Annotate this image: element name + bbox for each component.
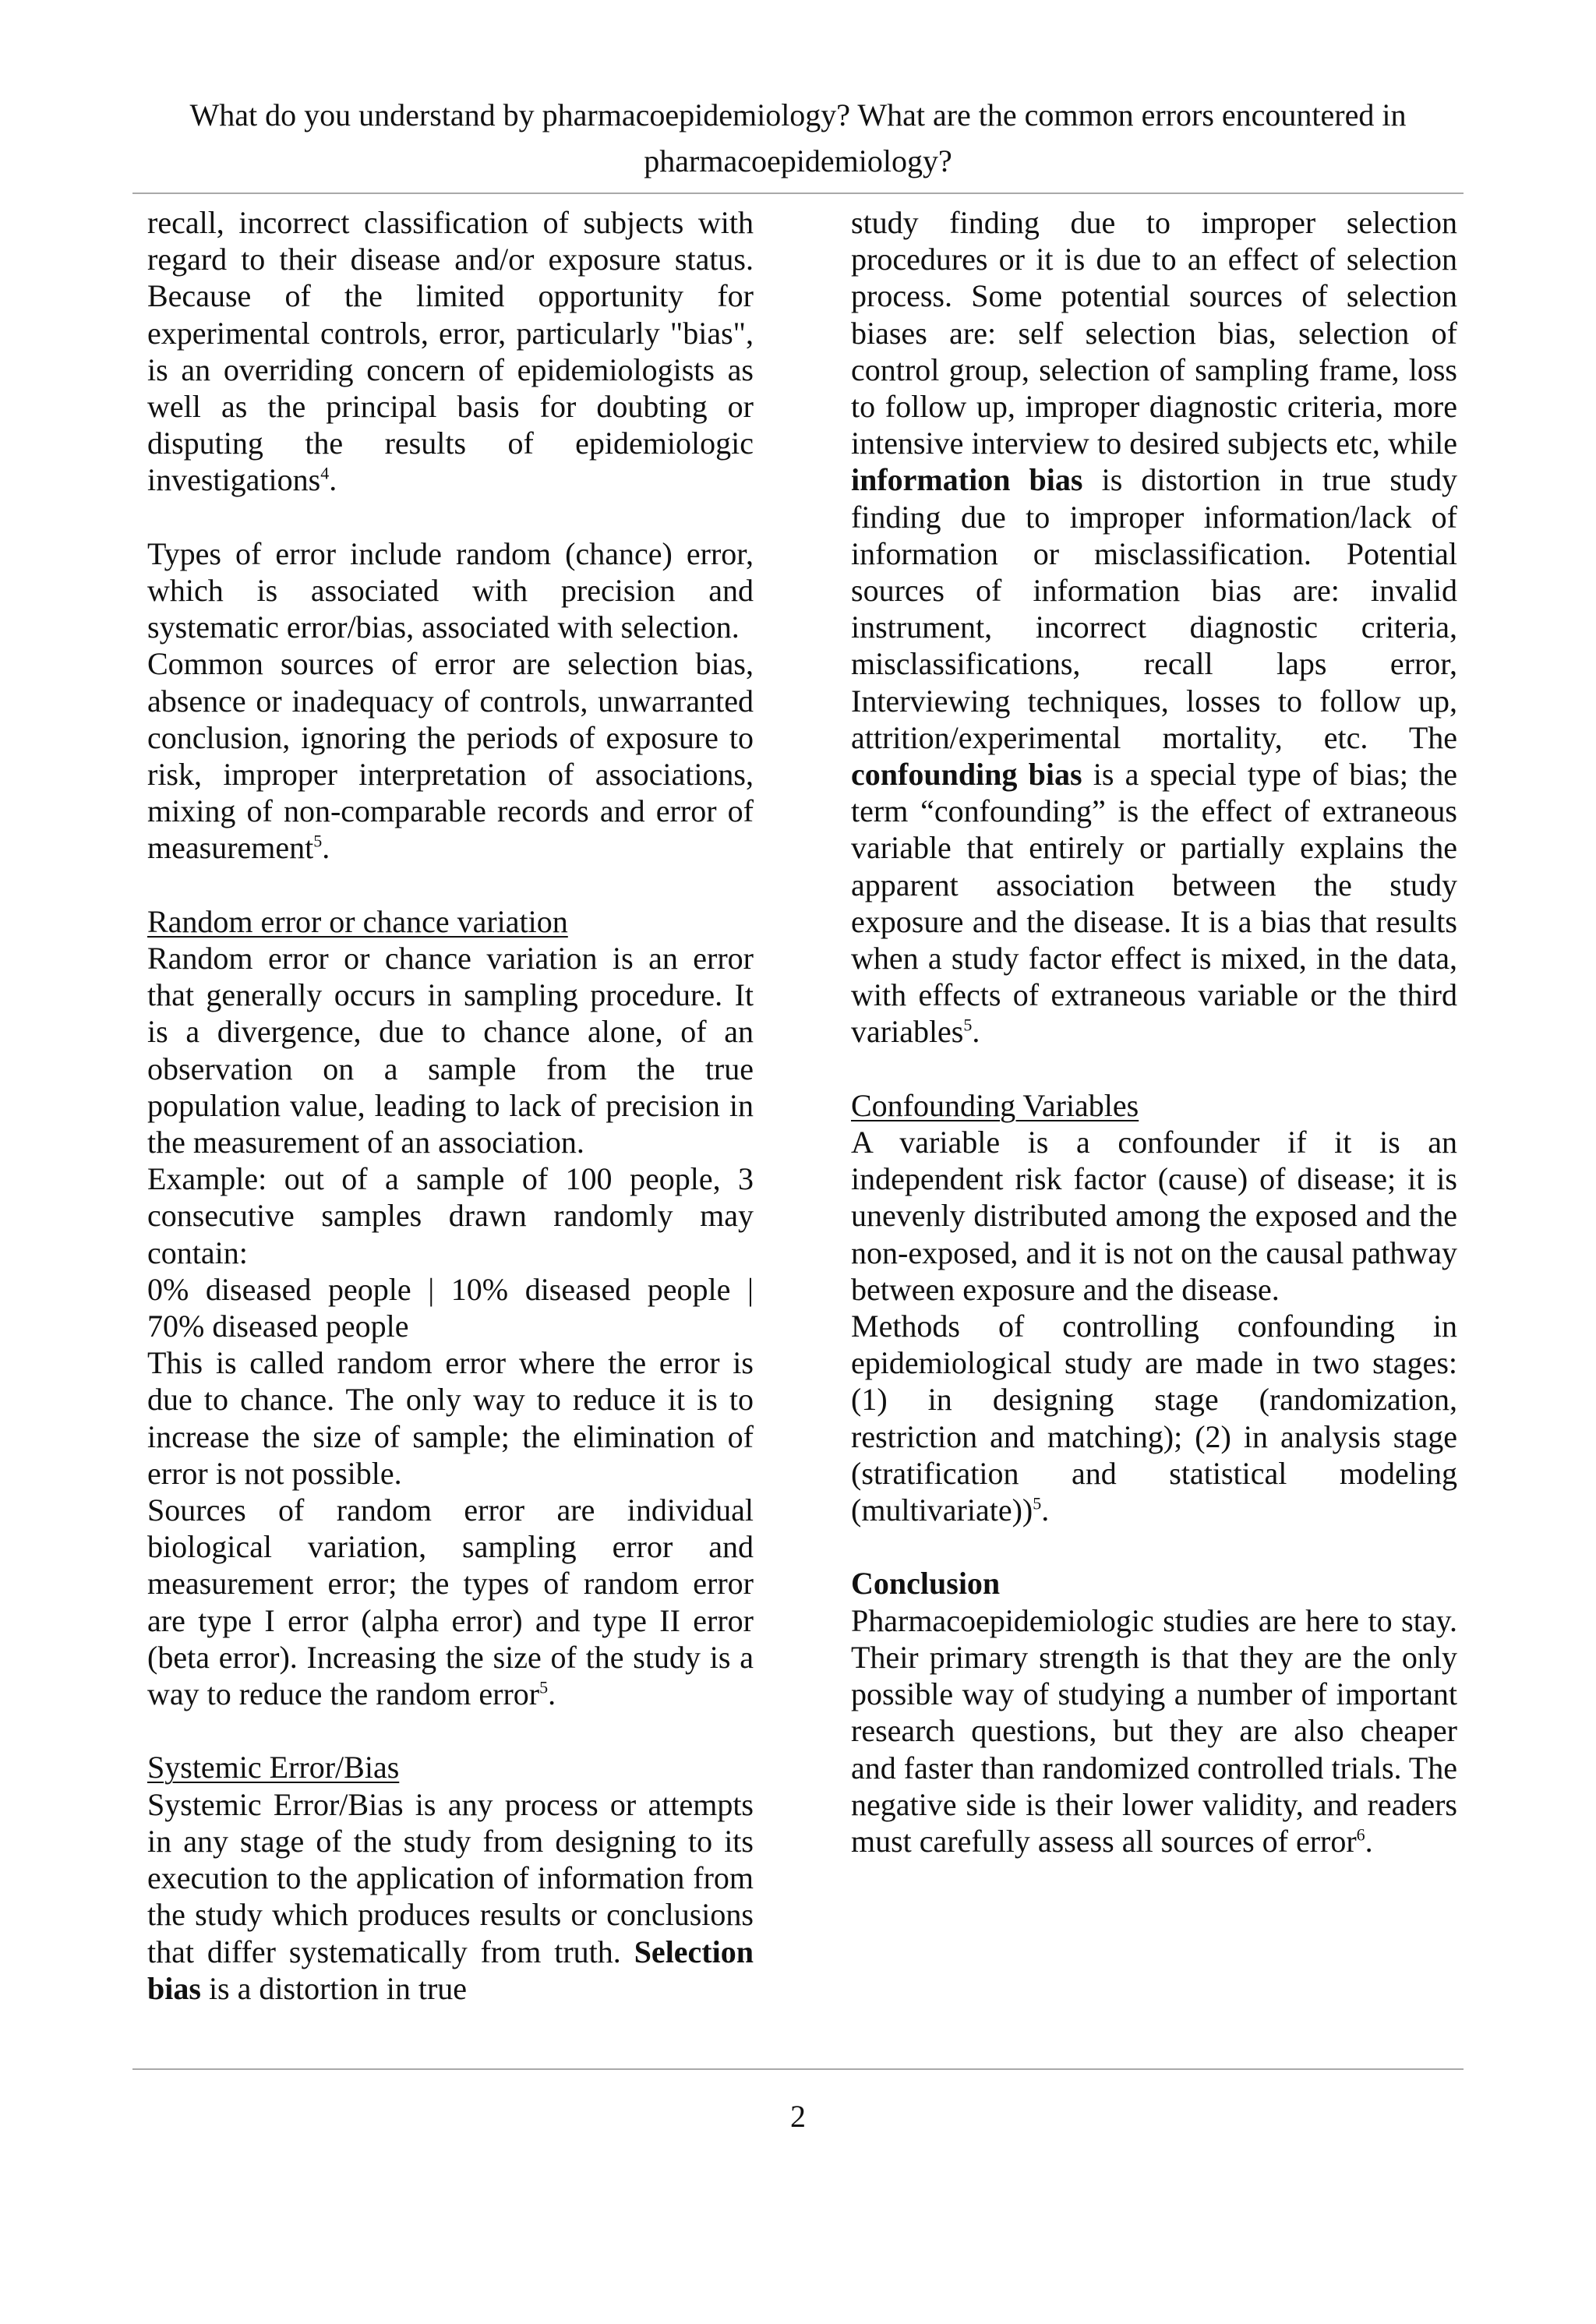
bold-term: Selection bias (147, 1934, 754, 2006)
paragraph-types-of-error: Types of error include random (chance) error, which is associated with precision and systematic error/bias, associated with selection. (147, 535, 754, 645)
paragraph-gap (147, 1712, 754, 1749)
header-divider (132, 192, 1464, 194)
heading-confounding-variables: Confounding Variables (851, 1087, 1139, 1123)
right-column (851, 204, 1457, 1860)
bold-term: confounding bias (851, 757, 1082, 793)
bold-term: information bias (851, 462, 1083, 498)
paragraph-conclusion: Pharmacoepidemiologic studies are here to stay. Their primary strength is that they are the only possible way of studying a number of important research questions, but they are also cheaper and faster than randomized controlled trials. The negative side is their lower validity, and readers must carefully assess all sources of error$^6$. (851, 1602, 1457, 1859)
citation-ref: 5 (539, 1677, 549, 1697)
citation-ref: 5 (963, 1015, 973, 1036)
paragraph-confounder-definition: A variable is a confounder if it is an independent risk factor (cause) of disease; it is unevenly distributed among the exposed and the non-exposed, and it is not on the causal pathway between exposure and the disease. (851, 1125, 1457, 1307)
paragraph-random-chance: This is called random error where the error is due to chance. The only way to reduce it is to increase the size of sample; the elimination of error is not possible. (147, 1345, 754, 1491)
paragraph-common-sources: Common sources of error are selection bias, absence or inadequacy of controls, unwarranted conclusion, ignoring the periods of exposure to risk, improper interpretation of associations, mixing of non-comparable records and error of measurement$^5$. (147, 646, 754, 866)
paragraph-gap (147, 867, 754, 903)
heading-systemic-error: Systemic Error/Bias (147, 1750, 400, 1785)
heading-conclusion: Conclusion (851, 1566, 1001, 1602)
paragraph-bias-types: study finding due to improper selection procedures or it is due to an effect of selection process. Some potential sources of selection biases are: self selection bias, selection of control group, selection of sampling frame, loss to follow up, improper diagnostic criteria, more intensive interview to desired subjects etc, while information bias is distortion in true study finding due to improper information/lack of information or misclassification. Potential sources of information bias are: invalid instrument, incorrect diagnostic criteria, misclassifications, recall laps error, Interviewing techniques, losses to follow up, attrition/experimental mortality, etc. The confounding bias is a special type of bias; the term “confounding” is the effect of extraneous variable that entirely or partially explains the apparent association between the study exposure and the disease. It is a bias that results when a study factor effect is mixed, in the data, with effects of extraneous variable or the third variables$^5$. (851, 205, 1458, 1050)
paragraph-recall: recall, incorrect classification of subjects with regard to their disease and/or exposure status. Because of the limited opportunity for experimental controls, error, particularly "bias", is an overriding concern of epidemiologists as well as the principal basis for doubting or disputing the results of epidemiologic investigations$^4$. (147, 205, 754, 498)
citation-ref: 4 (320, 464, 330, 484)
paragraph-random-example: Example: out of a sample of 100 people, 3 consecutive samples drawn randomly may contain: (147, 1161, 754, 1270)
running-header: What do you understand by pharmacoepidemiology? What are the common errors encountered in pharmacoepidemiology? (189, 97, 1407, 178)
paragraph-random-definition: Random error or chance variation is an error that generally occurs in sampling procedure. It is a divergence, due to chance alone, of an observation on a sample from the true population value, leading to lack of precision in the measurement of an association. (147, 941, 754, 1160)
citation-ref: 5 (1033, 1493, 1042, 1513)
citation-ref: 6 (1356, 1824, 1365, 1845)
paragraph-gap (851, 1051, 1457, 1087)
paragraph-controlling-confounding: Methods of controlling confounding in epidemiological study are made in two stages: (1) in designing stage (randomization, restriction and matching); (2) in analysis stage (stratification and statistical modeling (multivariate))$^5$. (851, 1309, 1457, 1528)
paragraph-gap (147, 499, 754, 535)
paragraph-random-sources: Sources of random error are individual biological variation, sampling error and measurement error; the types of random error are type I error (alpha error) and type II error (beta error). Increasing the size of the study is a way to reduce the random error$^5$. (147, 1492, 754, 1712)
heading-random-error: Random error or chance variation (147, 903, 568, 939)
page-number: 2 (790, 2099, 806, 2134)
left-column (147, 204, 754, 2007)
footer-divider (132, 2068, 1464, 2070)
paragraph-gap (851, 1528, 1457, 1565)
paragraph-systemic-definition: Systemic Error/Bias is any process or attempts in any stage of the study from designing to its execution to the application of information from the study which produces results or conclusions that differ systematically from truth. Selection bias is a distortion in true (147, 1786, 754, 2006)
citation-ref: 5 (313, 832, 323, 852)
paragraph-random-samples: 0% diseased people | 10% diseased people | 70% diseased people (147, 1271, 754, 1344)
